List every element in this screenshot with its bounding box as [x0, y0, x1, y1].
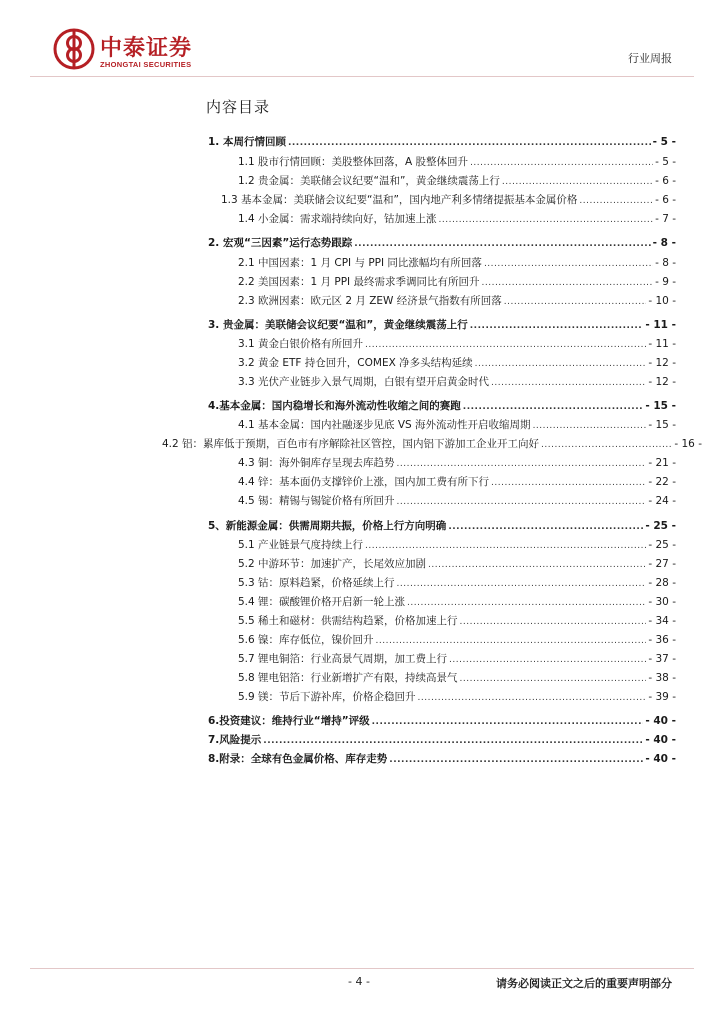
- toc-entry[interactable]: [238, 537, 676, 553]
- toc-entry-label: 5.9 镁：节后下游补库，价格企稳回升: [238, 691, 416, 703]
- toc-leader-dots: [372, 714, 644, 729]
- toc-entry-page: - 30 -: [648, 596, 676, 608]
- toc-entry-label: 4.2 铝：累库低于预期，百色市有序解除社区管控，国内铝下游加工企业开工向好: [162, 438, 540, 450]
- toc-entry[interactable]: [162, 436, 702, 452]
- toc-entry[interactable]: [238, 493, 676, 509]
- toc-entry[interactable]: [238, 689, 676, 705]
- toc-leader-dots: [482, 275, 654, 290]
- toc-leader-dots: [397, 576, 647, 591]
- toc-entry-label: 4.基本金属：国内稳增长和海外流动性收缩之间的赛跑: [208, 400, 461, 412]
- toc-leader-dots: [475, 356, 647, 371]
- toc-entry[interactable]: [238, 154, 676, 170]
- toc-leader-dots: [470, 155, 653, 170]
- toc-entry-label: 4.1 基本金属：国内社融逐步见底 VS 海外流动性开启收缩周期: [238, 419, 531, 431]
- toc-leader-dots: [365, 538, 646, 553]
- toc-entry[interactable]: [208, 713, 676, 729]
- toc-entry-page: - 28 -: [648, 577, 676, 589]
- toc-entry-label: 1. 本周行情回顾: [208, 136, 286, 148]
- toc-leader-dots: [263, 733, 643, 748]
- toc-entry-page: - 22 -: [648, 476, 676, 488]
- brand-name-cn: 中泰证券: [100, 36, 193, 61]
- toc-entry-page: - 15 -: [645, 400, 676, 412]
- toc-leader-dots: [541, 437, 672, 452]
- toc-entry[interactable]: [238, 556, 676, 572]
- toc-entry-page: - 24 -: [648, 495, 676, 507]
- toc-entry[interactable]: [238, 455, 676, 471]
- toc-leader-dots: [502, 174, 653, 189]
- toc-leader-dots: [460, 614, 647, 629]
- toc-entry[interactable]: [238, 374, 676, 390]
- company-logo: [52, 27, 222, 73]
- toc-entry[interactable]: [208, 235, 676, 251]
- toc-entry[interactable]: [238, 632, 676, 648]
- toc-entry-label: 3.1 黄金白银价格有所回升: [238, 338, 364, 350]
- toc-entry-label: 2. 宏观“三因素”运行态势跟踪: [208, 237, 353, 249]
- toc-entry[interactable]: [208, 398, 676, 414]
- toc-leader-dots: [354, 236, 650, 251]
- toc-entry-page: - 39 -: [648, 691, 676, 703]
- toc-entry-page: - 36 -: [648, 634, 676, 646]
- toc-entry[interactable]: [238, 651, 676, 667]
- toc-leader-dots: [407, 595, 646, 610]
- toc-leader-dots: [491, 375, 646, 390]
- toc-leader-dots: [448, 519, 643, 534]
- footer-divider: [30, 968, 694, 969]
- toc-entry-label: 4.4 锌：基本面仍支撑锌价上涨，国内加工费有所下行: [238, 476, 490, 488]
- toc-entry[interactable]: [238, 474, 676, 490]
- toc-entry-label: 1.3 基本金属：美联储会议纪要“温和”，国内地产利多情绪提振基本金属价格: [221, 194, 578, 206]
- toc-entry-page: - 37 -: [648, 653, 676, 665]
- toc-entry-page: - 8 -: [652, 237, 676, 249]
- toc-entry-page: - 10 -: [648, 295, 676, 307]
- toc-entry[interactable]: [238, 255, 676, 271]
- toc-entry-page: - 27 -: [648, 558, 676, 570]
- toc-leader-dots: [470, 318, 644, 333]
- toc-entry-page: - 6 -: [655, 175, 676, 187]
- toc-entry[interactable]: [238, 274, 676, 290]
- toc-entry-label: 1.2 贵金属：美联储会议纪要“温和”，黄金继续震荡上行: [238, 175, 500, 187]
- toc-entry-label: 5.8 锂电铝箔：行业新增扩产有限，持续高景气: [238, 672, 458, 684]
- toc-leader-dots: [389, 752, 643, 767]
- toc-entry[interactable]: [238, 670, 676, 686]
- toc-entry-page: - 11 -: [648, 338, 676, 350]
- toc-entry[interactable]: [238, 575, 676, 591]
- toc-entry-page: - 12 -: [648, 376, 676, 388]
- toc-entry-page: - 15 -: [648, 419, 676, 431]
- toc-entry-page: - 9 -: [655, 276, 676, 288]
- toc-leader-dots: [463, 399, 644, 414]
- toc-leader-dots: [533, 418, 647, 433]
- toc-leader-dots: [484, 256, 653, 271]
- toc-entry-label: 3.2 黄金 ETF 持仓回升，COMEX 净多头结构延续: [238, 357, 473, 369]
- toc-entry-label: 5.5 稀土和磁材：供需结构趋紧，价格加速上行: [238, 615, 458, 627]
- toc-leader-dots: [418, 690, 647, 705]
- brand-name-en: ZHONGTAI SECURITIES: [100, 60, 192, 69]
- toc-entry-page: - 40 -: [645, 715, 676, 727]
- zhongtai-logo-icon: [52, 27, 96, 71]
- toc-leader-dots: [504, 294, 647, 309]
- toc-entry-label: 2.1 中国因素：1 月 CPI 与 PPI 同比涨幅均有所回落: [238, 257, 482, 269]
- toc-entry-page: - 40 -: [645, 734, 676, 746]
- toc-entry-label: 5.4 锂：碳酸锂价格开启新一轮上涨: [238, 596, 406, 608]
- toc-entry-page: - 38 -: [648, 672, 676, 684]
- toc-entry-page: - 5 -: [652, 136, 676, 148]
- toc-entry[interactable]: [208, 732, 676, 748]
- toc-entry[interactable]: [208, 134, 676, 150]
- toc-entry-page: - 25 -: [645, 520, 676, 532]
- toc-entry-page: - 5 -: [655, 156, 676, 168]
- toc-entry[interactable]: [208, 751, 676, 767]
- toc-leader-dots: [397, 494, 647, 509]
- toc-entry[interactable]: [238, 211, 676, 227]
- toc-entry[interactable]: [238, 293, 676, 309]
- toc-leader-dots: [365, 337, 646, 352]
- toc-leader-dots: [397, 456, 647, 471]
- toc-entry[interactable]: [238, 594, 676, 610]
- toc-entry-label: 7.风险提示: [208, 734, 262, 746]
- toc-entry[interactable]: [238, 355, 676, 371]
- toc-entry[interactable]: [238, 417, 676, 433]
- toc-entry-label: 8.附录：全球有色金属价格、库存走势: [208, 753, 388, 765]
- toc-entry[interactable]: [208, 518, 676, 534]
- toc-entry-label: 4.5 锡：精锡与锡锭价格有所回升: [238, 495, 395, 507]
- toc-entry-page: - 34 -: [648, 615, 676, 627]
- document-type: 行业周报: [628, 52, 672, 65]
- toc-leader-dots: [449, 652, 646, 667]
- toc-entry-label: 2.3 欧洲因素：欧元区 2 月 ZEW 经济景气指数有所回落: [238, 295, 502, 307]
- toc-entry[interactable]: [208, 317, 676, 333]
- toc-entry[interactable]: [238, 613, 676, 629]
- toc-entry-label: 5、新能源金属：供需周期共振，价格上行方向明确: [208, 520, 447, 532]
- toc-entry-label: 3. 贵金属：美联储会议纪要“温和”，黄金继续震荡上行: [208, 319, 468, 331]
- toc-entry-label: 1.4 小金属：需求端持续向好，钴加速上涨: [238, 213, 437, 225]
- header-divider: [30, 76, 694, 77]
- toc-entry-page: - 6 -: [655, 194, 676, 206]
- toc-entry-label: 6.投资建议：维持行业“增持”评级: [208, 715, 370, 727]
- page-number: - 4 -: [348, 975, 370, 988]
- toc-leader-dots: [439, 212, 654, 227]
- toc-entry-label: 5.3 钴：原料趋紧，价格延续上行: [238, 577, 395, 589]
- toc-leader-dots: [428, 557, 646, 572]
- toc-entry[interactable]: [221, 192, 676, 208]
- toc-leader-dots: [288, 135, 651, 150]
- toc-entry-page: - 25 -: [648, 539, 676, 551]
- toc-leader-dots: [491, 475, 646, 490]
- toc-entry-label: 4.3 铜：海外铜库存呈现去库趋势: [238, 457, 395, 469]
- toc-leader-dots: [376, 633, 647, 648]
- toc-leader-dots: [579, 193, 653, 208]
- toc-entry-label: 5.1 产业链景气度持续上行: [238, 539, 364, 551]
- toc-entry-label: 5.6 镍：库存低位，镍价回升: [238, 634, 374, 646]
- toc-entry-page: - 11 -: [645, 319, 676, 331]
- toc-entry-label: 1.1 股市行情回顾：美股整体回落，A 股整体回升: [238, 156, 469, 168]
- toc-title: 内容目录: [206, 98, 271, 116]
- toc-leader-dots: [460, 671, 647, 686]
- toc-entry-label: 5.7 锂电铜箔：行业高景气周期，加工费上行: [238, 653, 448, 665]
- toc-entry-page: - 8 -: [655, 257, 676, 269]
- toc-entry-page: - 7 -: [655, 213, 676, 225]
- toc-entry-label: 3.3 光伏产业链步入景气周期，白银有望开启黄金时代: [238, 376, 490, 388]
- toc-entry-label: 2.2 美国因素：1 月 PPI 最终需求季调同比有所回升: [238, 276, 480, 288]
- toc-entry-page: - 12 -: [648, 357, 676, 369]
- toc-entry-page: - 40 -: [645, 753, 676, 765]
- toc-entry-page: - 16 -: [674, 438, 702, 450]
- toc-entry-page: - 21 -: [648, 457, 676, 469]
- toc-entry-label: 5.2 中游环节：加速扩产，长尾效应加剧: [238, 558, 427, 570]
- toc-entry[interactable]: [238, 173, 676, 189]
- footer-disclaimer: 请务必阅读正文之后的重要声明部分: [496, 977, 672, 990]
- toc-entry[interactable]: [238, 336, 676, 352]
